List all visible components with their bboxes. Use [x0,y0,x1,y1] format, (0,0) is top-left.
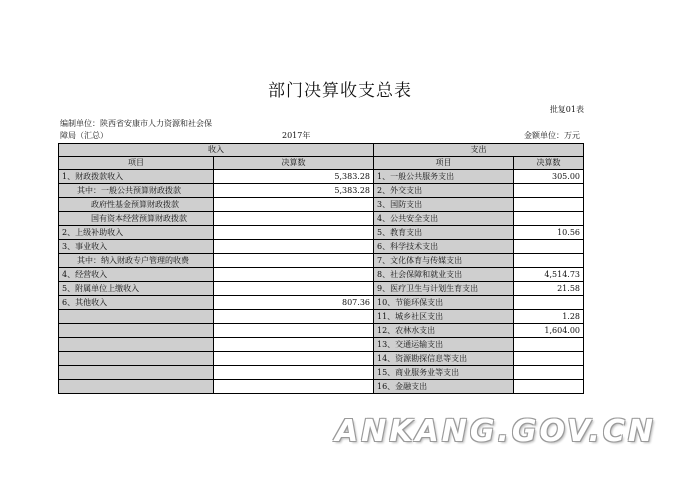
income-amount-header: 决算数 [214,157,374,170]
income-item: 政府性基金预算财政拨款 [59,198,214,212]
table-row [59,380,584,394]
compiling-unit-continued: 障局（汇总） [60,131,108,140]
expense-item: 2、外交支出 [374,184,514,198]
income-amount-empty [214,352,374,366]
report-year: 2017年 [282,131,311,140]
expense-item: 12、农林水支出 [374,324,514,338]
expense-item: 4、公共安全支出 [374,212,514,226]
income-amount [214,254,374,268]
expense-amount: 1.28 [514,310,584,324]
table-row [59,184,584,198]
expense-amount [514,366,584,380]
income-item: 其中：一般公共预算财政拨款 [59,184,214,198]
form-number: 批复01表 [549,105,584,114]
income-item: 4、经营收入 [59,268,214,282]
table-row [59,268,584,282]
table-row [59,338,584,352]
table-row [59,352,584,366]
table-row [59,226,584,240]
money-unit: 金额单位：万元 [524,131,580,140]
column-header-row [59,157,584,170]
income-header: 收入 [59,144,374,157]
table-row [59,212,584,226]
expense-amount [514,380,584,394]
table-row [59,240,584,254]
expense-amount [514,198,584,212]
expense-item: 14、资源勘探信息等支出 [374,352,514,366]
expense-header: 支出 [374,144,584,157]
income-amount [214,282,374,296]
table-row [59,170,584,184]
expense-amount [514,296,584,310]
income-item-empty [59,324,214,338]
meta-line [60,130,580,142]
expense-item: 15、商业服务业等支出 [374,366,514,380]
expense-item: 5、教育支出 [374,226,514,240]
page-title: 部门决算收支总表 [268,81,412,101]
expense-amount [514,212,584,226]
income-item: 3、事业收入 [59,240,214,254]
income-item: 国有资本经营预算财政拨款 [59,212,214,226]
income-amount [214,198,374,212]
expense-item: 11、城乡社区支出 [374,310,514,324]
expense-item: 6、科学技术支出 [374,240,514,254]
income-item: 1、财政拨款收入 [59,170,214,184]
expense-item: 1、一般公共服务支出 [374,170,514,184]
income-item-empty [59,380,214,394]
summary-table [58,143,584,394]
section-header-row [59,144,584,157]
income-amount [214,226,374,240]
income-amount-empty [214,380,374,394]
expense-amount [514,352,584,366]
table-row [59,310,584,324]
income-amount: 807.36 [214,296,374,310]
expense-amount: 4,514.73 [514,268,584,282]
income-item-empty [59,352,214,366]
expense-amount: 10.56 [514,226,584,240]
income-amount-empty [214,324,374,338]
income-item: 6、其他收入 [59,296,214,310]
income-amount-empty [214,338,374,352]
income-item: 2、上级补助收入 [59,226,214,240]
income-amount: 5,383.28 [214,170,374,184]
income-item-empty [59,338,214,352]
expense-item: 9、医疗卫生与计划生育支出 [374,282,514,296]
expense-amount: 305.00 [514,170,584,184]
income-item-empty [59,310,214,324]
table-body [59,170,584,394]
compiling-unit: 编制单位：陕西省安康市人力资源和社会保 [60,119,212,128]
expense-amount: 21.58 [514,282,584,296]
expense-item: 7、文化体育与传媒支出 [374,254,514,268]
income-amount [214,240,374,254]
expense-amount [514,338,584,352]
table-row [59,324,584,338]
expense-item: 10、节能环保支出 [374,296,514,310]
expense-amount [514,240,584,254]
expense-amount [514,184,584,198]
table-row [59,254,584,268]
expense-amount-header: 决算数 [514,157,584,170]
income-amount [214,212,374,226]
income-amount-empty [214,310,374,324]
expense-item-header: 项目 [374,157,514,170]
site-watermark: ANKANG.GOV.CN [334,414,656,449]
income-amount: 5,383.28 [214,184,374,198]
table-row [59,198,584,212]
expense-item: 8、社会保障和就业支出 [374,268,514,282]
expense-amount: 1,604.00 [514,324,584,338]
income-item-header: 项目 [59,157,214,170]
table-row [59,282,584,296]
expense-item: 3、国防支出 [374,198,514,212]
income-item: 其中：纳入财政专户管理的收费 [59,254,214,268]
table-row [59,296,584,310]
expense-item: 16、金融支出 [374,380,514,394]
income-amount [214,268,374,282]
table-row [59,366,584,380]
income-amount-empty [214,366,374,380]
expense-amount [514,254,584,268]
expense-item: 13、交通运输支出 [374,338,514,352]
income-item: 5、附属单位上缴收入 [59,282,214,296]
income-item-empty [59,366,214,380]
